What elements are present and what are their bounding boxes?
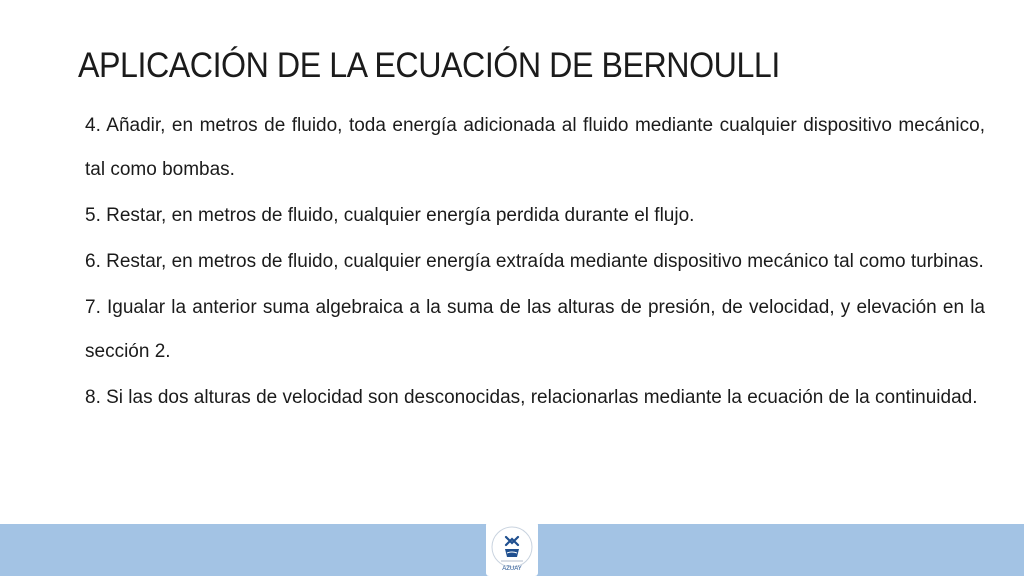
logo-text: AZUAY (502, 566, 522, 572)
paragraph-step-5: 5. Restar, en metros de fluido, cualquier energía perdida durante el flujo. (85, 205, 695, 226)
university-seal-icon (486, 522, 538, 576)
slide-body (85, 104, 985, 422)
slide-title: APLICACIÓN DE LA ECUACIÓN DE BERNOULLI (78, 46, 780, 85)
paragraph-step-6: 6. Restar, en metros de fluido, cualquier energía extraída mediante dispositivo mecánico tal como turbinas. (85, 251, 984, 272)
paragraph-step-7: 7. Igualar la anterior suma algebraica a la suma de las alturas de presión, de velocidad, y elevación en la sección 2. (85, 297, 985, 362)
paragraph-step-8: 8. Si las dos alturas de velocidad son desconocidas, relacionarlas mediante la ecuación de la continuidad. (85, 387, 978, 408)
paragraph-step-4: 4. Añadir, en metros de fluido, toda energía adicionada al fluido mediante cualquier dispositivo mecánico, tal como bombas. (85, 115, 985, 180)
footer-logo (486, 522, 538, 576)
